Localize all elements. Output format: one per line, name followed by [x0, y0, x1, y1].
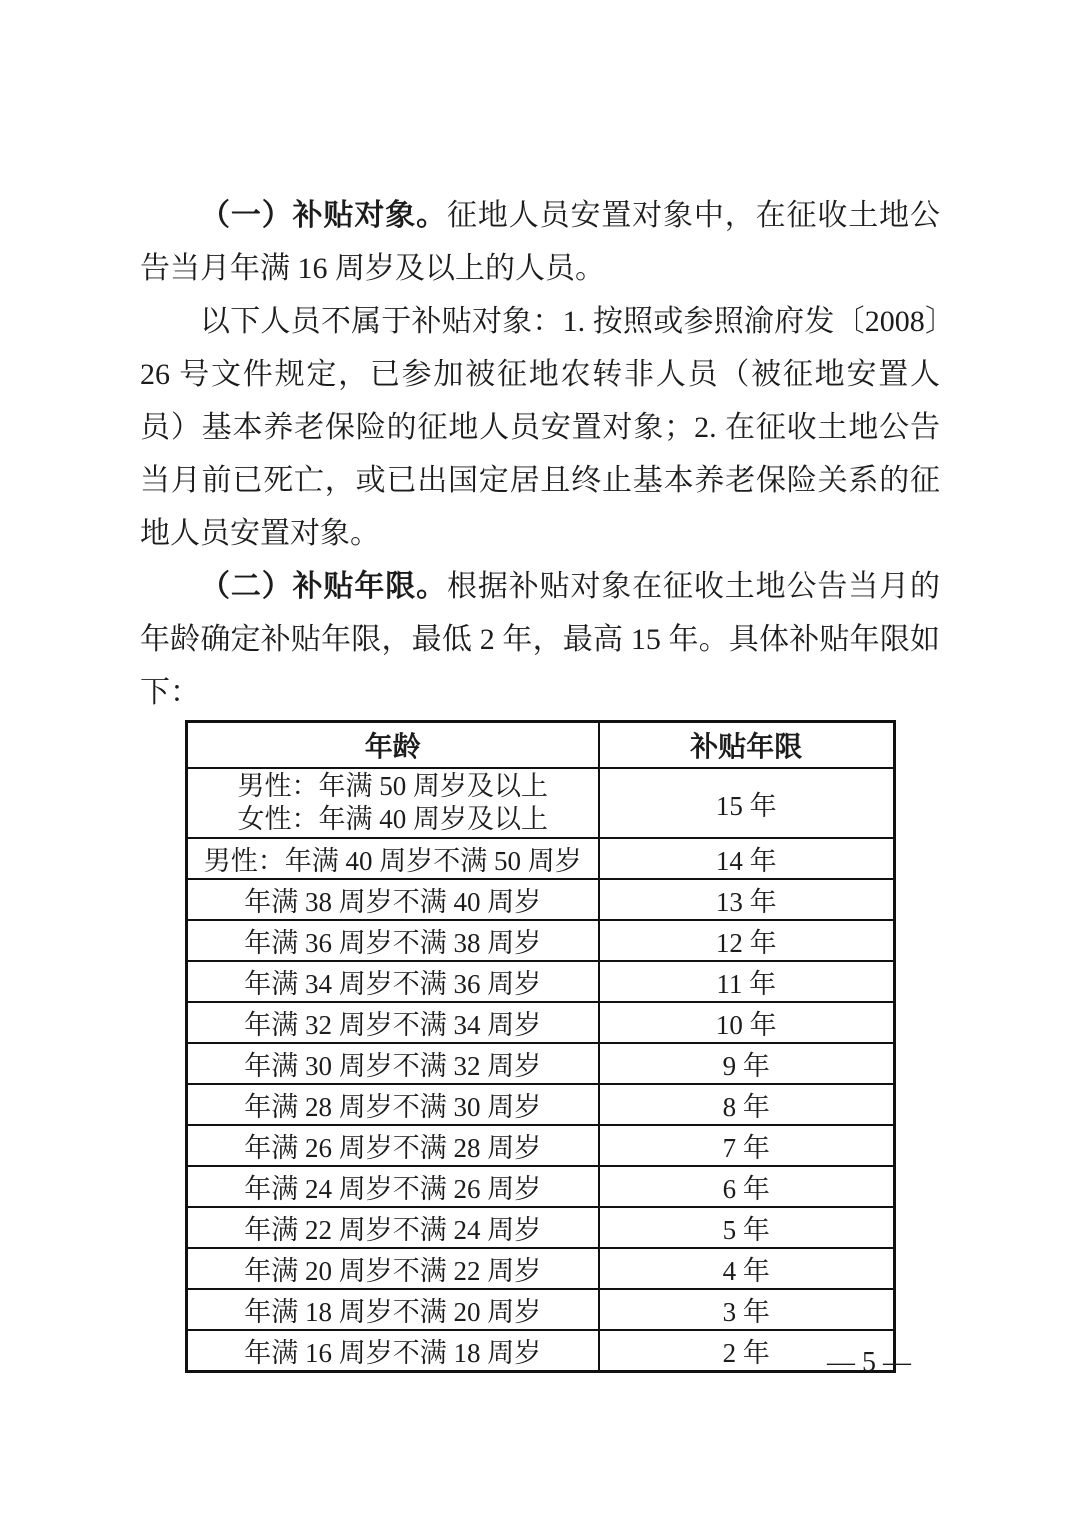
years-cell: 12 年: [599, 920, 894, 961]
years-cell: 5 年: [599, 1207, 894, 1248]
age-cell: 年满 26 周岁不满 28 周岁: [186, 1125, 599, 1166]
table-row: [186, 879, 894, 920]
table-row: [186, 920, 894, 961]
years-cell: 15 年: [599, 768, 894, 838]
years-cell: 7 年: [599, 1125, 894, 1166]
document-body: [140, 189, 940, 1373]
paragraph-exclusions: [140, 295, 940, 560]
years-cell: 9 年: [599, 1043, 894, 1084]
age-cell: 年满 18 周岁不满 20 周岁: [186, 1289, 599, 1330]
age-cell: 年满 24 周岁不满 26 周岁: [186, 1166, 599, 1207]
age-cell: 男性：年满 40 周岁不满 50 周岁: [186, 838, 599, 879]
age-cell: [186, 768, 599, 838]
years-cell: 2 年: [599, 1330, 894, 1372]
years-cell: 10 年: [599, 1002, 894, 1043]
years-cell: 8 年: [599, 1084, 894, 1125]
subsidy-years-table: [185, 720, 896, 1373]
age-cell: 年满 20 周岁不满 22 周岁: [186, 1248, 599, 1289]
table-row: [186, 1289, 894, 1330]
age-cell: 年满 36 周岁不满 38 周岁: [186, 920, 599, 961]
table-row: [186, 768, 894, 838]
years-cell: 14 年: [599, 838, 894, 879]
paragraph-lead-3: （二）补贴年限。: [200, 570, 447, 603]
age-cell: 年满 30 周岁不满 32 周岁: [186, 1043, 599, 1084]
paragraph-subsidy-targets: [140, 189, 940, 295]
years-cell: 6 年: [599, 1166, 894, 1207]
table-row: [186, 838, 894, 879]
years-cell: 4 年: [599, 1248, 894, 1289]
years-cell: 13 年: [599, 879, 894, 920]
table-row: [186, 1043, 894, 1084]
table-row: [186, 1207, 894, 1248]
paragraph-text-1: 征地人员安置对象中，在征收土地公告当月年满 16 周岁及以上的人员。: [140, 199, 941, 285]
age-line-male: 男性：年满 50 周岁及以上: [237, 771, 548, 801]
years-cell: 11 年: [599, 961, 894, 1002]
age-cell: 年满 32 周岁不满 34 周岁: [186, 1002, 599, 1043]
age-cell: 年满 28 周岁不满 30 周岁: [186, 1084, 599, 1125]
age-cell: 年满 22 周岁不满 24 周岁: [186, 1207, 599, 1248]
paragraph-text-3: 根据补贴对象在征收土地公告当月的年龄确定补贴年限，最低 2 年，最高 15 年。具体补贴年限如下：: [140, 570, 941, 709]
table-row: [186, 1084, 894, 1125]
table-row: [186, 1125, 894, 1166]
table-row: [186, 1166, 894, 1207]
age-cell: 年满 16 周岁不满 18 周岁: [186, 1330, 599, 1372]
age-column-header: 年龄: [186, 722, 599, 769]
table-row: [186, 1002, 894, 1043]
table-header-row: [186, 722, 894, 769]
age-cell: 年满 38 周岁不满 40 周岁: [186, 879, 599, 920]
age-line-female: 女性：年满 40 周岁及以上: [237, 804, 548, 834]
paragraph-subsidy-years: [140, 560, 940, 719]
years-column-header: 补贴年限: [599, 722, 894, 769]
years-cell: 3 年: [599, 1289, 894, 1330]
paragraph-text-2: 以下人员不属于补贴对象：1. 按照或参照渝府发〔2008〕26 号文件规定，已参加被征地农转非人员（被征地安置人员）基本养老保险的征地人员安置对象；2. 在征收土地公告当月前已死亡，或已出国定居且终止基本养老保险关系的征地人员安置对象。: [140, 305, 940, 550]
page-number: — 5 —: [827, 1347, 911, 1378]
age-cell: 年满 34 周岁不满 36 周岁: [186, 961, 599, 1002]
table-row: [186, 1330, 894, 1372]
paragraph-lead-1: （一）补贴对象。: [200, 199, 447, 232]
age-lines: [238, 770, 549, 836]
table-row: [186, 961, 894, 1002]
table-row: [186, 1248, 894, 1289]
